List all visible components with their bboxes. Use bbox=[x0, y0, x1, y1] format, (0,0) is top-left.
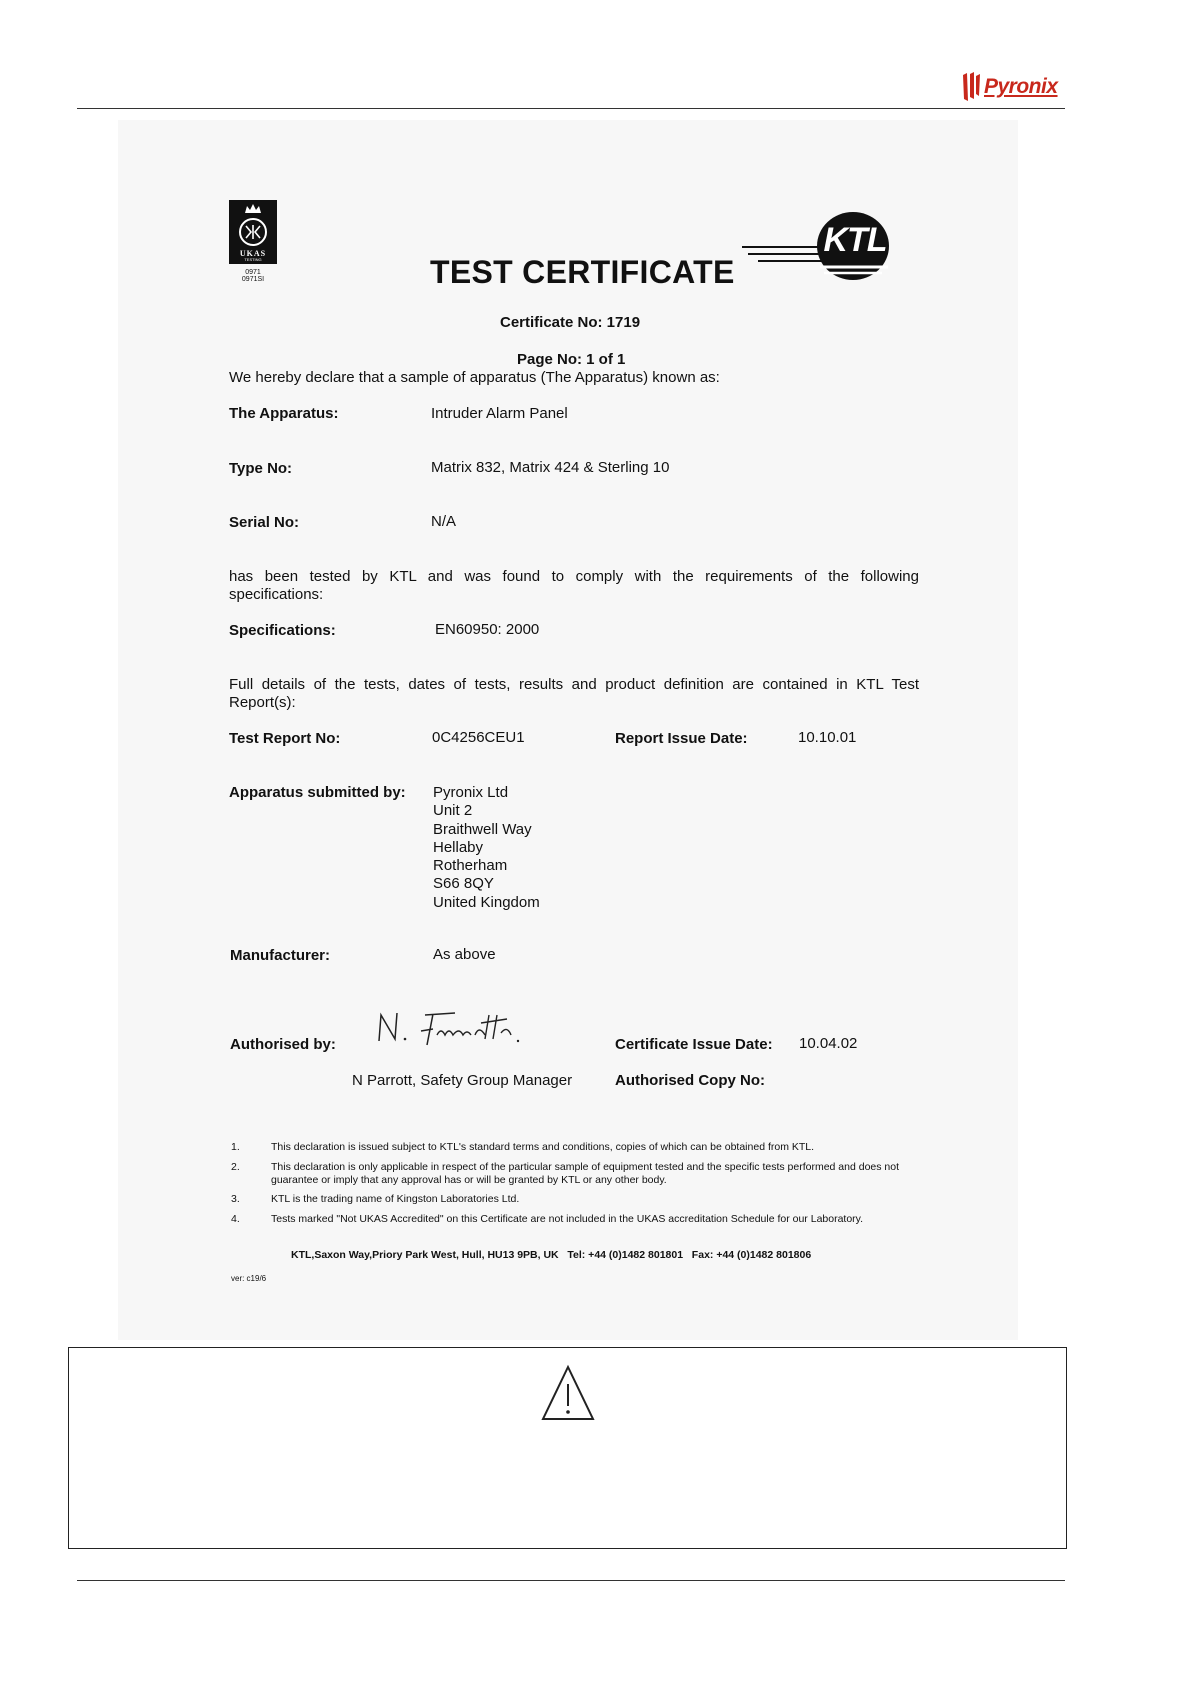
address-line: Unit 2 bbox=[433, 802, 473, 820]
type-value: Matrix 832, Matrix 424 & Sterling 10 bbox=[431, 459, 670, 476]
address-line: S66 8QY bbox=[433, 875, 494, 893]
certificate-date-label: Certificate Issue Date: bbox=[615, 1036, 773, 1053]
header-rule bbox=[77, 108, 1065, 109]
authorised-copy-label: Authorised Copy No: bbox=[615, 1072, 765, 1089]
note-number: 3. bbox=[231, 1193, 240, 1205]
address-line: Pyronix Ltd bbox=[433, 784, 509, 801]
note-text: This declaration is issued subject to KTL's standard terms and conditions, copies of which can be obtained from KTL. bbox=[271, 1141, 815, 1153]
warning-triangle-icon bbox=[540, 1364, 596, 1422]
ukas-code-si: 0971SI bbox=[241, 276, 265, 283]
pyronix-brand: Pyronix bbox=[984, 75, 1058, 98]
details-text-cont: Report(s): bbox=[229, 694, 296, 711]
ktl-logo-text: KTL bbox=[823, 221, 887, 259]
submitter-address bbox=[433, 784, 540, 912]
signatory-name: N Parrott, Safety Group Manager bbox=[352, 1072, 573, 1089]
ukas-label: UKAS bbox=[239, 249, 267, 258]
address-line: United Kingdom bbox=[433, 893, 540, 911]
declaration-text: We hereby declare that a sample of apparatus (The Apparatus) known as: bbox=[229, 369, 720, 386]
tested-text-cont: specifications: bbox=[229, 586, 324, 603]
page-number: Page No: 1 of 1 bbox=[517, 351, 626, 368]
version-label: ver: c19/6 bbox=[231, 1274, 267, 1283]
footer-rule bbox=[77, 1580, 1065, 1581]
signature bbox=[375, 1005, 535, 1055]
details-text: Full details of the tests, dates of tests, results and product definition are contained in KTL Test bbox=[229, 676, 919, 693]
address-line: Rotherham bbox=[433, 857, 508, 875]
apparatus-label: The Apparatus: bbox=[229, 405, 339, 422]
warning-box bbox=[68, 1347, 1067, 1549]
submitted-by-label: Apparatus submitted by: bbox=[229, 784, 406, 801]
manufacturer-label: Manufacturer: bbox=[230, 947, 331, 964]
specifications-value: EN60950: 2000 bbox=[435, 621, 540, 638]
note-number: 2. bbox=[231, 1161, 240, 1173]
type-label: Type No: bbox=[229, 460, 293, 477]
ktl-footer-address: KTL,Saxon Way,Priory Park West, Hull, HU13 9PB, UK Tel: +44 (0)1482 801801 Fax: +44 (0)1482 801806 bbox=[291, 1249, 812, 1261]
note-text: KTL is the trading name of Kingston Laboratories Ltd. bbox=[271, 1193, 520, 1205]
serial-label: Serial No: bbox=[229, 514, 300, 531]
address-line: Hellaby bbox=[433, 838, 484, 856]
certificate-number: Certificate No: 1719 bbox=[500, 314, 641, 331]
pyronix-logo bbox=[962, 70, 1058, 104]
manufacturer-value: As above bbox=[433, 946, 496, 963]
signature-image bbox=[375, 1005, 535, 1055]
note-text: Tests marked "Not UKAS Accredited" on this Certificate are not included in the UKAS accreditation Schedule for our Laboratory. bbox=[271, 1213, 864, 1225]
certificate-date-value: 10.04.02 bbox=[799, 1035, 858, 1052]
test-report-label: Test Report No: bbox=[229, 730, 341, 747]
specifications-label: Specifications: bbox=[229, 622, 336, 639]
test-report-value: 0C4256CEU1 bbox=[432, 729, 525, 746]
ukas-code: 0971 bbox=[245, 269, 261, 276]
note-number: 4. bbox=[231, 1213, 240, 1225]
report-date-label: Report Issue Date: bbox=[615, 730, 748, 747]
note-text: This declaration is only applicable in respect of the particular sample of equipment tested and the specific tests performed and does not guarantee or imply that any approval has or will be granted by KTL or any other body. bbox=[271, 1161, 900, 1186]
ktl-logo bbox=[742, 207, 892, 285]
serial-value: N/A bbox=[431, 513, 457, 530]
note-number: 1. bbox=[231, 1141, 240, 1153]
ukas-mark bbox=[229, 200, 279, 283]
ukas-sublabel: TESTING bbox=[244, 257, 262, 262]
address-line: Braithwell Way bbox=[433, 820, 532, 838]
page-title: TEST CERTIFICATE bbox=[430, 254, 735, 290]
tested-text: has been tested by KTL and was found to comply with the requirements of the following bbox=[229, 568, 919, 585]
pyronix-flame-icon bbox=[962, 72, 984, 102]
apparatus-value: Intruder Alarm Panel bbox=[431, 405, 568, 422]
authorised-by-label: Authorised by: bbox=[230, 1036, 336, 1053]
report-date-value: 10.10.01 bbox=[798, 729, 857, 746]
